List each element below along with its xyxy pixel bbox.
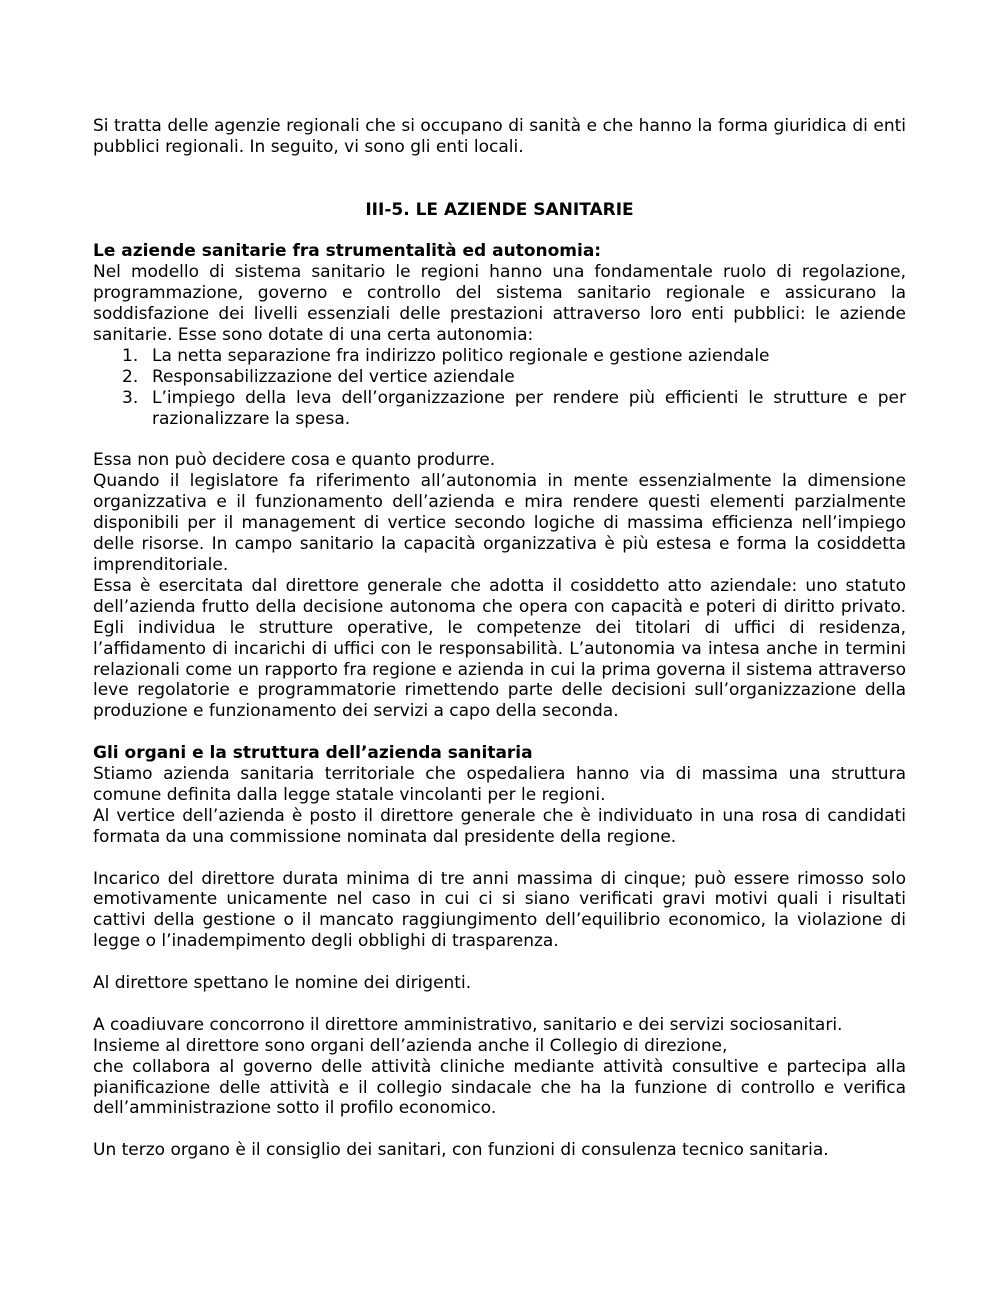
section-title: III-5. LE AZIENDE SANITARIE <box>365 199 634 220</box>
list-item-number: 3. <box>122 387 139 408</box>
paragraph-legislator-autonomy: Quando il legislatore fa riferimento all’autonomia in mente essenzialmente la dimensione organizzativa e il funzionamento dell’azienda e mira rendere questi elementi parzialmente disponibili per il management di vertice secondo logiche di massima efficienza nell’impiego delle risorse. In campo sanitario la capacità organizzativa è più estesa e forma la cosiddetta imprenditoriale. <box>93 471 906 575</box>
paragraph-director-term: Incarico del direttore durata minima di tre anni massima di cinque; può essere rimosso solo emotivamente unicamente nel caso in cui ci si siano verificati gravi motivi quali i risultati cattivi della gestione o il mancato raggiungimento dell’equilibrio economico, la violazione di legge o l’inadempimento degli obblighi di trasparenza. <box>93 868 906 952</box>
paragraph-regional-model: Nel modello di sistema sanitario le regioni hanno una fondamentale ruolo di regolazione, programmazione, governo e controllo del sistema sanitario regionale e assicurano la soddisfazione dei livelli essenziali delle prestazioni attraverso loro enti pubblici: le aziende sanitarie. Esse sono dotate di una certa autonomia: <box>93 262 906 346</box>
paragraph-cannot-decide: Essa non può decidere cosa e quanto produrre. <box>93 450 496 471</box>
list-item-number: 1. <box>122 345 139 366</box>
spacer <box>93 1119 906 1140</box>
list-item-text: L’impiego della leva dell’organizzazione per rendere più efficienti le strutture e per razionalizzare la spesa. <box>152 387 906 429</box>
list-item <box>93 346 906 367</box>
spacer <box>93 994 906 1015</box>
spacer <box>93 221 906 242</box>
spacer <box>93 848 906 869</box>
paragraph-nominations: Al direttore spettano le nomine dei dirigenti. <box>93 973 472 994</box>
spacer <box>93 952 906 973</box>
paragraph-general-director: Essa è esercitata dal direttore generale che adotta il cosiddetto atto aziendale: uno statuto dell’azienda frutto della decisione autonoma che opera con capacità e poteri di diritto privato. Egli individua le strutture operative, le competenze dei titolari di uffici di residenza, l’affidamento di incarichi di uffici con le responsabilità. L’autonomia va intesa anche in termini relazionali come un rapporto fra regione e azienda in cui la prima governa il sistema attraverso leve regolatorie e programmatorie rimettendo parte delle decisioni sull’organizzazione della produzione e funzionamento dei servizi a capo della seconda. <box>93 575 906 722</box>
paragraph-structure: Stiamo azienda sanitaria territoriale che ospedaliera hanno via di massima una struttura comune definita dalla legge statale vincolanti per le regioni. <box>93 764 906 805</box>
document-page <box>93 116 906 1161</box>
paragraph-coadjutors: A coadiuvare concorrono il direttore amministrativo, sanitario e dei servizi sociosanitari. <box>93 1014 843 1035</box>
intro-paragraph: Si tratta delle agenzie regionali che si occupano di sanità e che hanno la forma giuridica di enti pubblici regionali. In seguito, vi sono gli enti locali. <box>93 116 906 157</box>
list-item-number: 2. <box>122 366 139 387</box>
list-item-text: Responsabilizzazione del vertice aziendale <box>152 366 515 387</box>
list-item <box>93 388 906 430</box>
spacer <box>93 158 906 200</box>
paragraph-vertex: Al vertice dell’azienda è posto il direttore generale che è individuato in una rosa di candidati formata da una commissione nominata dal presidente della regione. <box>93 805 906 847</box>
paragraph-third-organ: Un terzo organo è il consiglio dei sanitari, con funzioni di consulenza tecnico sanitaria. <box>93 1140 829 1161</box>
spacer <box>93 430 906 451</box>
section-heading-organs: Gli organi e la struttura dell’azienda sanitaria <box>93 743 533 764</box>
list-item-text: La netta separazione fra indirizzo politico regionale e gestione aziendale <box>152 345 770 366</box>
numbered-list <box>93 346 906 430</box>
paragraph-collaboration: che collabora al governo delle attività cliniche mediante attività consultive e partecipa alla pianificazione delle attività e il collegio sindacale che ha la funzione di controllo e verifica dell’amministrazione sotto il profilo economico. <box>93 1056 906 1119</box>
list-item <box>93 367 906 388</box>
section-heading-autonomy: Le aziende sanitarie fra strumentalità ed autonomia: <box>93 241 602 262</box>
paragraph-college: Insieme al direttore sono organi dell’azienda anche il Collegio di direzione, <box>93 1035 728 1056</box>
spacer <box>93 722 906 743</box>
